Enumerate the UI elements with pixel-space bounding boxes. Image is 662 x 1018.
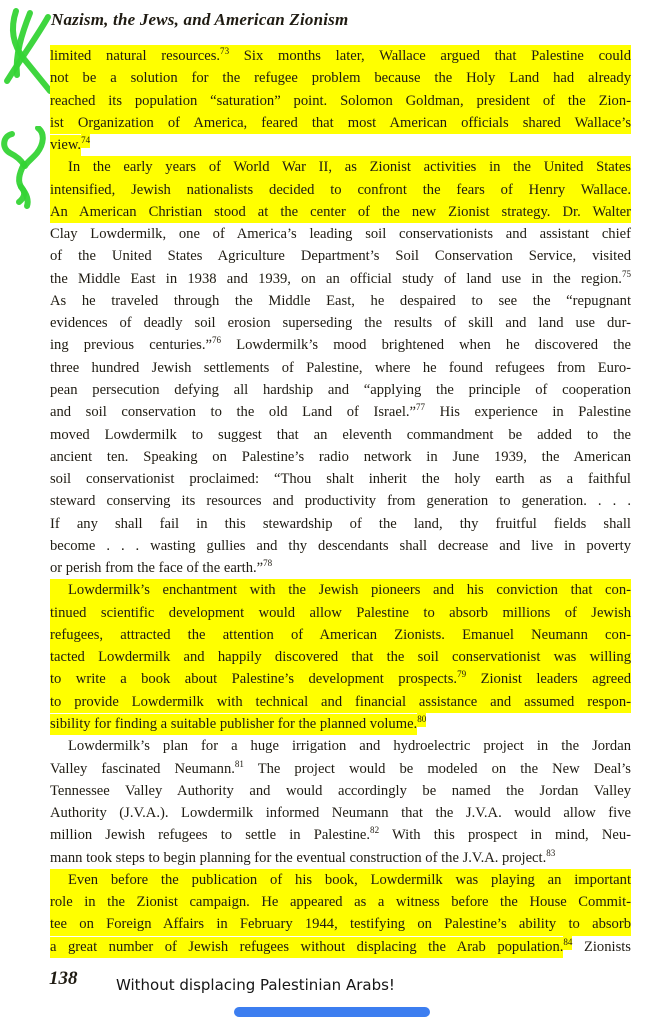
text-line xyxy=(50,201,631,223)
text-line xyxy=(50,513,631,535)
text-line xyxy=(50,446,631,468)
text-segment: Lowdermilk’s enchantment with the Jewish pioneers and his conviction that con- xyxy=(68,582,631,599)
text-line xyxy=(50,758,631,780)
text-segment: The project would be modeled on the New Deal’s xyxy=(243,760,631,777)
text-segment: ing previous centuries.” xyxy=(50,337,212,354)
text-line xyxy=(50,891,631,913)
bottom-blue-bar xyxy=(234,1007,430,1017)
text-segment: moved Lowdermilk to suggest that an eleventh commandment be added to the xyxy=(50,426,631,443)
text-segment: refugees, attracted the attention of American Zionists. Emanuel Neumann con- xyxy=(50,626,631,643)
text-line xyxy=(50,913,631,935)
footnote-ref: 81 xyxy=(234,758,244,769)
text-line xyxy=(50,424,631,446)
text-line xyxy=(50,735,631,757)
text-segment: to provide Lowdermilk with technical and financial assistance and assumed respon- xyxy=(50,693,631,710)
text-segment: or perish from the face of the earth.” xyxy=(50,560,264,577)
text-segment: view. xyxy=(50,135,81,156)
text-segment: limited natural resources. xyxy=(50,48,221,64)
text-segment: Lowdermilk’s plan for a huge irrigation and hydroelectric project in the Jordan xyxy=(68,738,631,755)
text-segment: three hundred Jewish settlements of Palestine, where he found refugees from Euro- xyxy=(50,359,631,376)
text-line xyxy=(50,579,631,601)
text-line xyxy=(50,156,631,178)
text-line xyxy=(50,357,631,379)
text-line xyxy=(50,312,631,334)
text-segment: the Middle East in 1938 and 1939, on an official study of land use in the region. xyxy=(50,270,622,287)
text-segment: An American Christian stood at the center of the new Zionist strategy. Dr. Walter xyxy=(50,203,631,220)
text-segment: million Jewish refugees to settle in Palestine. xyxy=(50,827,371,844)
text-segment: tacted Lowdermilk and happily discovered that the soil conservationist was willing xyxy=(50,649,631,666)
text-segment: As he traveled through the Middle East, he despaired to see the “repugnant xyxy=(50,292,631,309)
text-segment: role in the Zionist campaign. He appeared as a witness before the House Commit- xyxy=(50,894,631,911)
text-segment: Zionist leaders agreed xyxy=(466,671,631,688)
text-line xyxy=(50,557,631,579)
text-line xyxy=(50,847,631,869)
green-check-margin-mark-icon xyxy=(0,126,50,214)
text-segment: Zionists xyxy=(572,938,631,955)
text-segment: Even before the publication of his book, Lowdermilk was playing an important xyxy=(68,871,631,888)
footnote-ref: 79 xyxy=(457,669,467,680)
text-segment: In the early years of World War II, as Zionist activities in the United States xyxy=(68,159,631,176)
page-number: 138 xyxy=(49,968,78,989)
text-line xyxy=(50,869,631,891)
text-segment: Tennessee Valley Authority and would accordingly be named the Jordan Valley xyxy=(50,782,631,799)
footnote-ref: 77 xyxy=(416,402,426,413)
text-segment: tinued scientific development would allow Palestine to absorb millions of Jewish xyxy=(50,604,631,621)
text-line xyxy=(50,334,631,356)
footnote-ref: 82 xyxy=(370,825,380,836)
text-line xyxy=(50,134,631,156)
text-line xyxy=(50,468,631,490)
running-head-title: Nazism, the Jews, and American Zionism xyxy=(51,10,349,29)
text-segment: His experience in Palestine xyxy=(425,404,631,421)
text-line xyxy=(50,67,631,89)
text-line xyxy=(50,245,631,267)
text-line xyxy=(50,379,631,401)
text-line xyxy=(50,602,631,624)
text-segment: become . . . wasting gullies and thy descendants shall decrease and live in poverty xyxy=(50,537,631,554)
text-segment: Authority (J.V.A.). Lowdermilk informed Neumann that the J.V.A. would allow five xyxy=(50,805,631,822)
text-segment: evidences of deadly soil erosion superseding the results of skill and land use dur- xyxy=(50,315,631,332)
footnote-ref: 73 xyxy=(220,46,230,57)
text-line xyxy=(50,45,631,67)
text-segment: reached its population “saturation” point. Solomon Goldman, president of the Zion- xyxy=(50,92,631,109)
text-line xyxy=(50,179,631,201)
text-line xyxy=(50,780,631,802)
text-segment: ist Organization of America, feared that most American officials shared Wallace’s xyxy=(50,114,631,131)
text-line xyxy=(50,290,631,312)
text-segment: ancient ten. Speaking on Palestine’s radio network in June 1939, the American xyxy=(50,448,631,465)
footnote-ref: 84 xyxy=(563,936,572,950)
text-line xyxy=(50,624,631,646)
text-segment: to write a book about Palestine’s development prospects. xyxy=(50,671,458,688)
footnote-ref: 75 xyxy=(621,268,631,279)
footnote-ref: 78 xyxy=(263,558,273,569)
text-segment: of the United States Agriculture Department’s Soil Conservation Service, visited xyxy=(50,248,631,265)
footnote-ref: 83 xyxy=(546,847,556,858)
text-segment: Lowdermilk’s mood brightened when he discovered the xyxy=(221,337,631,354)
text-segment: a great number of Jewish refugees without displacing the Arab population. xyxy=(50,937,563,958)
text-segment: Clay Lowdermilk, one of America’s leading soil conservationists and assistant chief xyxy=(50,226,631,243)
text-line xyxy=(50,668,631,690)
text-segment: sibility for finding a suitable publisher for the planned volume. xyxy=(50,714,417,735)
footnote-ref: 80 xyxy=(417,713,426,727)
footnote-ref: 74 xyxy=(81,134,90,148)
text-line xyxy=(50,535,631,557)
text-line xyxy=(50,936,631,958)
text-line xyxy=(50,713,631,735)
text-segment: If any shall fail in this stewardship of the land, thy fruitful fields shall xyxy=(50,515,631,532)
text-line xyxy=(50,802,631,824)
text-line xyxy=(50,490,631,512)
text-line xyxy=(50,646,631,668)
text-segment: tee on Foreign Affairs in February 1944, testifying on Palestine’s ability to absorb xyxy=(50,916,631,933)
footnote-ref: 76 xyxy=(212,335,222,346)
text-line xyxy=(50,90,631,112)
text-line xyxy=(50,691,631,713)
text-line xyxy=(50,401,631,423)
text-segment: intensified, Jewish nationalists decided to confront the fears of Henry Wallace. xyxy=(50,181,631,198)
text-line xyxy=(50,223,631,245)
text-segment: not be a solution for the refugee problem because the Holy Land had already xyxy=(50,70,631,87)
text-segment: pean persecution defying all hardship and “applying the principle of cooperation xyxy=(50,381,631,398)
body-text xyxy=(50,45,631,958)
text-line xyxy=(50,268,631,290)
text-segment: Valley fascinated Neumann. xyxy=(50,760,235,777)
margin-annotation: Without displacing Palestinian Arabs! xyxy=(116,976,395,994)
text-segment: and soil conservation to the old Land of Israel.” xyxy=(50,404,417,421)
text-segment: With this prospect in mind, Neu- xyxy=(379,827,631,844)
text-segment: Six months later, Wallace argued that Palestine could xyxy=(229,48,631,64)
text-line xyxy=(50,112,631,134)
text-line xyxy=(50,824,631,846)
text-segment: steward conserving its resources and productivity from generation to generation. . . . xyxy=(50,493,631,510)
text-segment: mann took steps to begin planning for the eventual construction of the J.V.A. project. xyxy=(50,849,547,866)
text-segment: soil conservationist proclaimed: “Thou shalt inherit the holy earth as a faithful xyxy=(50,471,631,488)
